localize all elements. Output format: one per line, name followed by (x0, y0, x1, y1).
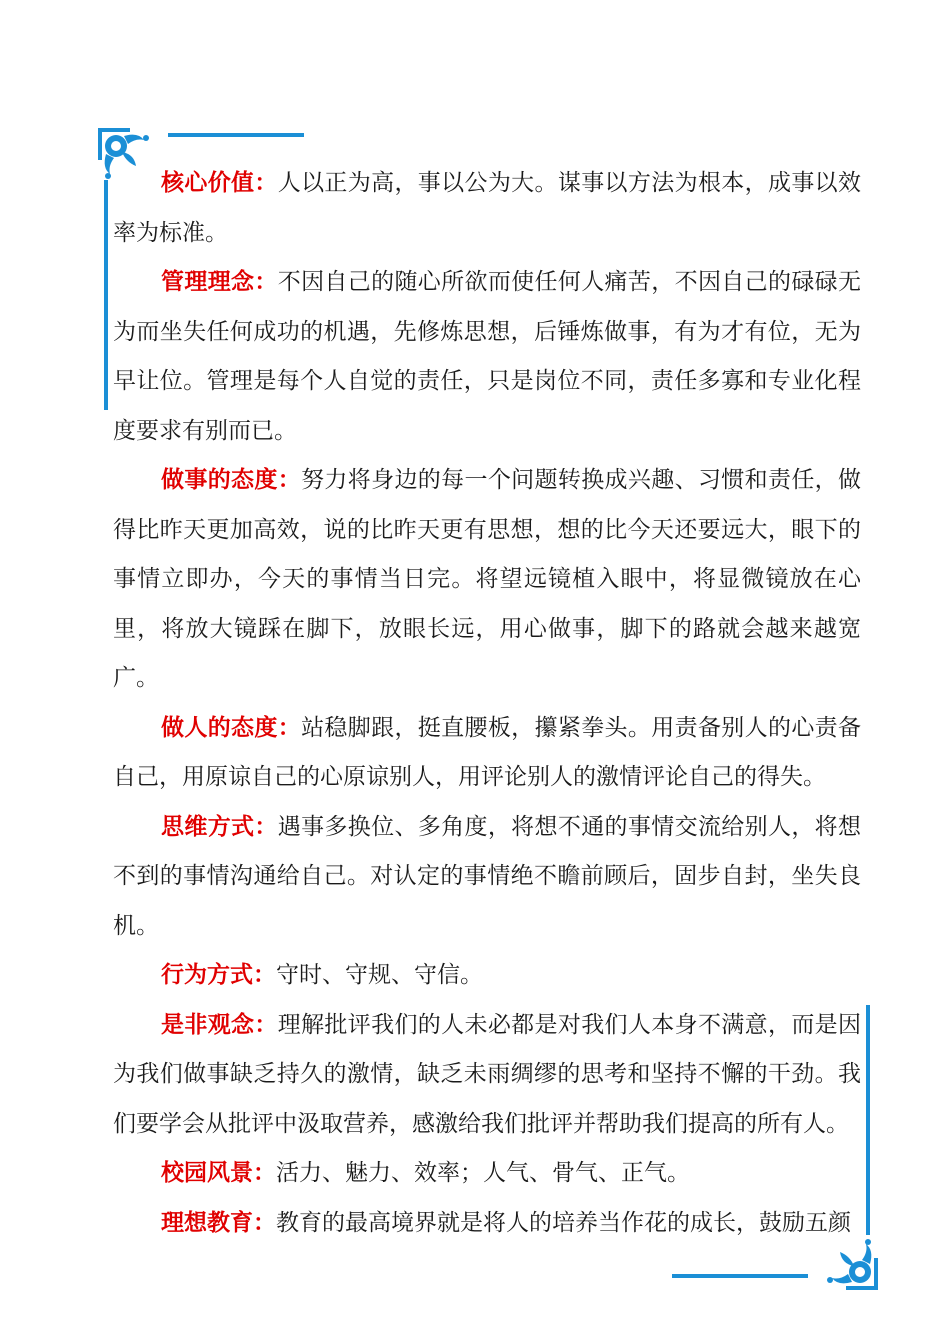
paragraph-label: 核心价值： (161, 170, 278, 196)
paragraph-life-attitude (113, 704, 861, 803)
paragraph-text: 活力、魅力、效率；人气、骨气、正气。 (276, 1160, 690, 1186)
paragraph-label: 校园风景： (161, 1160, 276, 1186)
paragraph-core-values (113, 159, 861, 258)
paragraph-text: 站稳脚跟，挺直腰板，攥紧拳头。用责备别人的心责备自己，用原谅自己的心原谅别人，用评论别人的激情评论自己的得失。 (113, 714, 862, 790)
paragraph-label: 行为方式： (161, 962, 276, 988)
paragraph-text: 理解批评我们的人未必都是对我们人本身不满意，而是因为我们做事缺乏持久的激情，缺乏未雨绸缪的思考和坚持不懈的干劲。我们要学会从批评中汲取营养，感激给我们批评并帮助我们提高的所有人。 (113, 1011, 862, 1137)
paragraph-management-philosophy (113, 258, 861, 456)
paragraph-label: 做事的态度： (161, 467, 302, 493)
paragraph-text: 不因自己的随心所欲而使任何人痛苦，不因自己的碌碌无为而坐失任何成功的机遇，先修炼思想，后锤炼做事，有为才有位，无为早让位。管理是每个人自觉的责任，只是岗位不同，责任多寡和专业化程度要求有别而已。 (113, 269, 862, 444)
paragraph-text: 努力将身边的每一个问题转换成兴趣、习惯和责任，做得比昨天更加高效，说的比昨天更有思想，想的比今天还要远大，眼下的事情立即办，今天的事情当日完。将望远镜植入眼中，将显微镜放在心里，将放大镜踩在脚下，放眼长远，用心做事，脚下的路就会越来越宽广。 (113, 467, 862, 691)
frame-right-line (866, 1005, 870, 1235)
paragraph-text: 遇事多换位、多角度，将想不通的事情交流给别人，将想不到的事情沟通给自己。对认定的事情绝不瞻前顾后，固步自封，坐失良机。 (113, 813, 862, 939)
paragraph-label: 做人的态度： (161, 714, 302, 741)
paragraph-label: 是非观念： (161, 1011, 278, 1038)
paragraph-label: 思维方式： (161, 813, 278, 840)
frame-bottom-line (672, 1274, 808, 1278)
paragraph-label: 理想教育： (161, 1209, 276, 1236)
paragraph-work-attitude (113, 456, 861, 704)
paragraph-right-wrong (113, 1001, 861, 1150)
paragraph-text: 人以正为高，事以公为大。谋事以方法为根本，成事以效率为标准。 (113, 170, 862, 246)
paragraph-ideal-education (113, 1199, 861, 1249)
paragraph-text: 守时、守规、守信。 (276, 962, 483, 988)
paragraph-text: 教育的最高境界就是将人的培养当作花的成长，鼓励五颜 (276, 1209, 851, 1236)
paragraph-thinking-style (113, 803, 861, 952)
paragraph-campus-scenery (113, 1149, 861, 1199)
paragraph-behavior-style (113, 951, 861, 1001)
frame-left-line (104, 180, 108, 410)
document-body (113, 159, 861, 1248)
frame-top-line (168, 133, 304, 137)
paragraph-label: 管理理念： (161, 269, 278, 295)
